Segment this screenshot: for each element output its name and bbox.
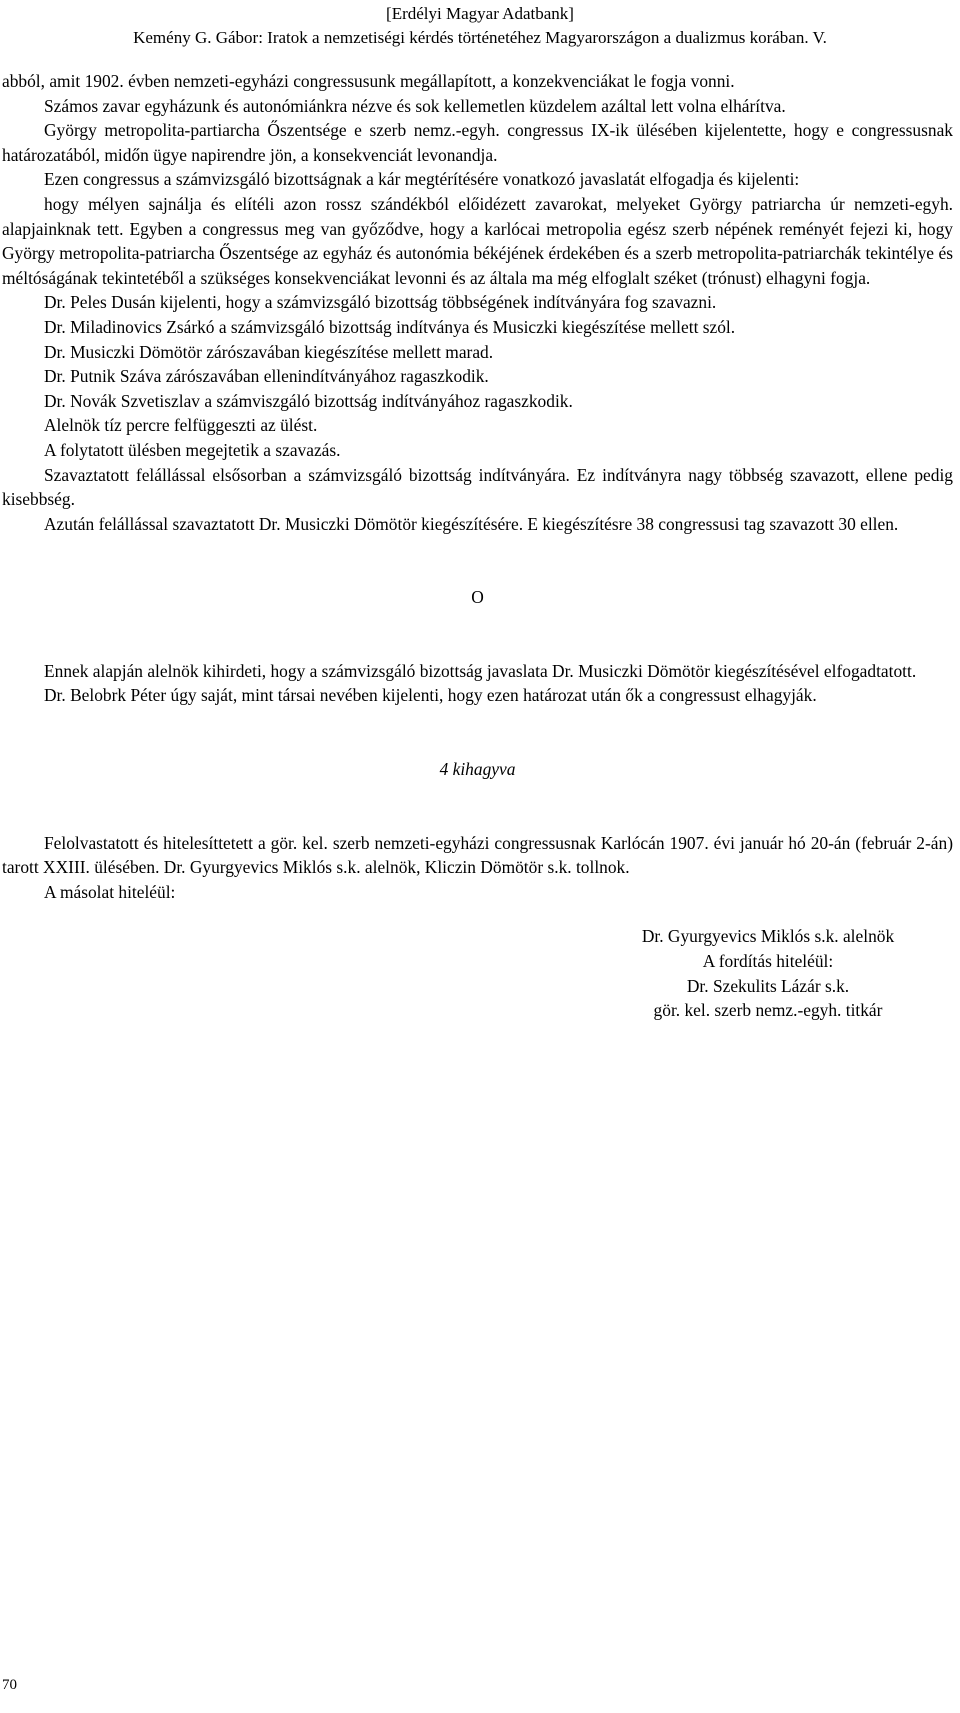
header-source: [Erdélyi Magyar Adatbank]	[386, 4, 574, 23]
paragraph: Dr. Musiczki Dömötör zárószavában kiegészítése mellett marad.	[44, 341, 494, 362]
signature-line: A fordítás hiteléül:	[702, 951, 834, 972]
paragraph: Dr. Novák Szvetiszlav a számviszgáló bizottság indítványához ragaszkodik.	[44, 390, 573, 411]
paragraph: György metropolita-partiarcha Őszentsége e szerb nemz.-egyh. congressus IX-ik ülésében kijelentette, hogy e congressusnak határozatából, midőn ügye napirendre jön, a konsekvenciát levonandja.	[2, 120, 953, 165]
omission-note: 4 kihagyva	[439, 759, 516, 780]
header-title: Kemény G. Gábor: Iratok a nemzetiségi kérdés történetéhez Magyarországon a dualizmus korában. V.	[133, 28, 827, 47]
paragraph: Alelnök tíz percre felfüggeszti az ülést.	[44, 415, 318, 436]
paragraph: hogy mélyen sajnálja és elítéli azon rossz szándékból előidézett zavarokat, melyeket György patriarcha úr nemzeti-egyh. alapjainknak tett. Egyben a congressus meg van győződve, hogy a karlócai metropolia egész szerb népének reményét fejezi ki, hogy György metropolita-patriarcha Őszentsége az egyház és autonómia békéjének érdekében és a szerb metropolita-patriarchák tekintélye és méltóságának tekintetéből a szükséges konsekvenciákat levonni és az általa ma még elfoglalt széket (trónust) elhagyni fogja.	[2, 193, 953, 288]
signature-line: Dr. Szekulits Lázár s.k.	[686, 975, 850, 996]
paragraph: abból, amit 1902. évben nemzeti-egyházi congressusunk megállapított, a konzekvenciákat le fogja vonni.	[2, 71, 735, 91]
page-header	[0, 2, 960, 50]
paragraph: Számos zavar egyházunk és autonómiánkra nézve és sok kellemetlen küzdelem azáltal lett volna elhárítva.	[44, 95, 786, 116]
paragraph: Szavaztatott felállással elsősorban a számvizsgáló bizottság indítványára. Ez indítványra nagy többség szavazott, ellene pedig kisebbség.	[2, 464, 953, 510]
document-body	[2, 69, 953, 1024]
signature-line: gör. kel. szerb nemz.-egyh. titkár	[653, 1000, 883, 1021]
paragraph: Azután felállással szavaztatott Dr. Musiczki Dömötör kiegészítésére. E kiegészítésre 38 congressusi tag szavazott 30 ellen.	[44, 513, 899, 534]
paragraph: Ennek alapján alelnök kihirdeti, hogy a számvizsgáló bizottság javaslata Dr. Musiczki Dömötör kiegészítésével elfogadtatott.	[44, 660, 917, 681]
spacer	[2, 708, 953, 757]
paragraph: Dr. Peles Dusán kijelenti, hogy a számvizsgáló bizottság többségének indítványára fog szavazni.	[44, 292, 717, 313]
signature-lines	[587, 924, 949, 1022]
signature-line: Dr. Gyurgyevics Miklós s.k. alelnök	[641, 926, 895, 947]
paragraph: Dr. Belobrk Péter úgy saját, mint társai nevében kijelenti, hogy ezen határozat után ők a congressust elhagyják.	[44, 685, 817, 706]
signature-block	[2, 924, 953, 1024]
paragraph: Dr. Miladinovics Zsárkó a számvizsgáló bizottság indítványa és Musiczki kiegészítése mellett szól.	[44, 316, 736, 337]
paragraph: Ezen congressus a számvizsgáló bizottságnak a kár megtérítésére vonatkozó javaslatát elfogadja és kijelenti:	[44, 169, 800, 190]
page-number: 70	[2, 1677, 17, 1693]
paragraph: Dr. Putnik Száva zárószavában ellenindítványához ragaszkodik.	[44, 366, 489, 387]
paragraph: A folytatott ülésben megejtetik a szavazás.	[44, 439, 341, 460]
paragraph: A másolat hiteléül:	[44, 881, 176, 902]
spacer	[2, 782, 953, 831]
paragraph: Felolvastatott és hitelesíttetett a gör. kel. szerb nemzeti-egyházi congressusnak Karlócán 1907. évi január hó 20-án (február 2-án) tarott XXIII. ülésében. Dr. Gyurgyevics Miklós s.k. alelnök, Kliczin Dömötör s.k. tollnok.	[2, 832, 953, 878]
section-letter: O	[471, 587, 484, 608]
spacer	[2, 536, 953, 585]
spacer	[2, 610, 953, 659]
